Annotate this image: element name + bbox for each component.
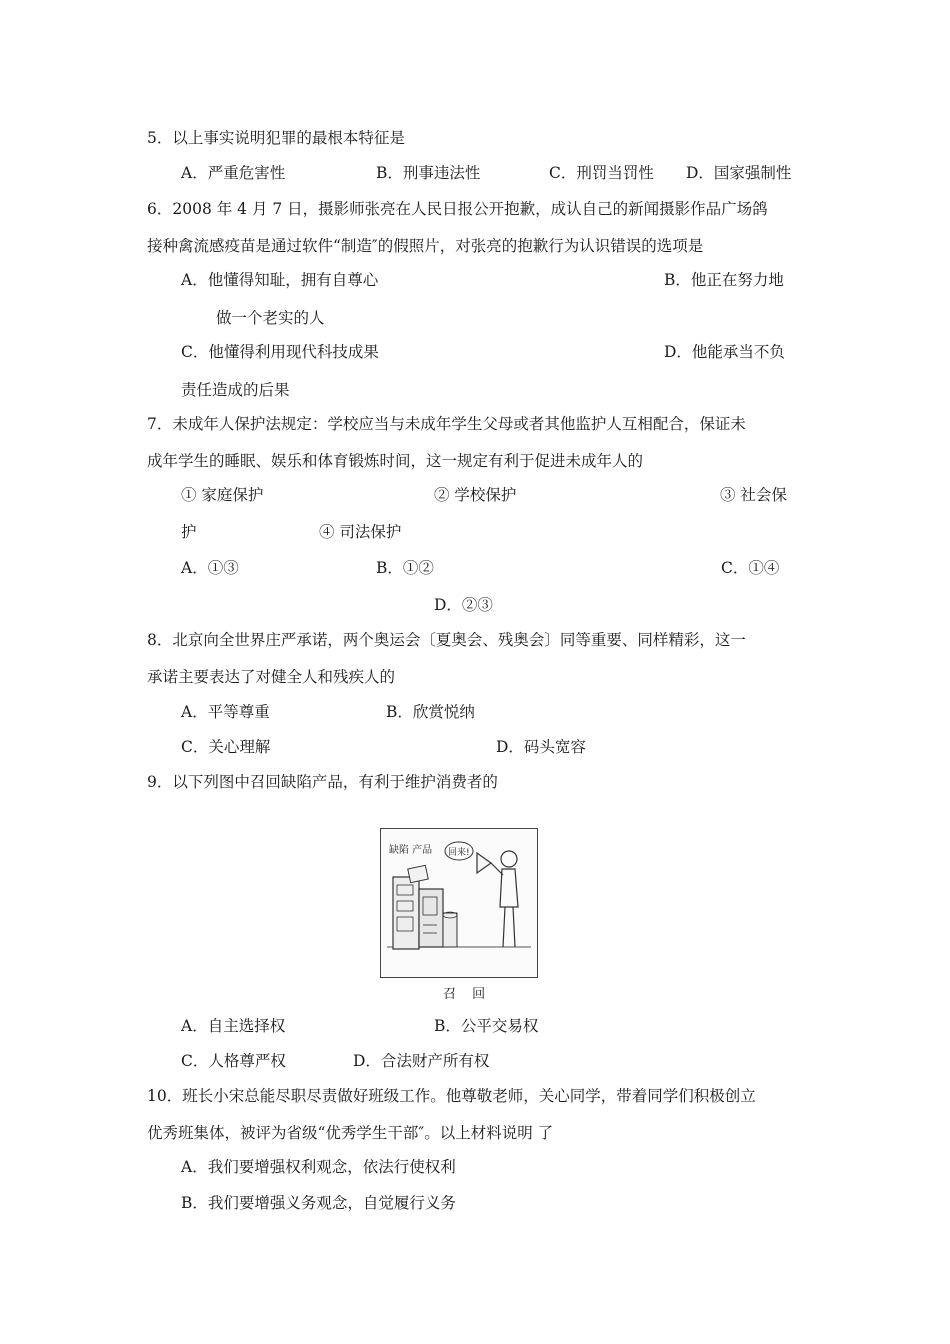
q7-option-d: D．②③ [434, 596, 493, 614]
q6-option-a: A．他懂得知耻，拥有自尊心 [181, 271, 379, 289]
q5-stem: 5．以上事实说明犯罪的最根本特征是 [147, 129, 405, 147]
q10-option-b: B．我们要增强义务观念，自觉履行义务 [181, 1194, 456, 1212]
q5-option-b: B．刑事违法性 [376, 164, 481, 182]
q6-option-d-continued: 责任造成的后果 [181, 381, 290, 399]
q8-option-a: A．平等尊重 [181, 703, 270, 721]
q7-option-a: A．①③ [181, 559, 239, 577]
q9-option-a: A．自主选择权 [181, 1017, 286, 1035]
q5-option-c: C．刑罚当罚性 [549, 164, 654, 182]
q7-item-4: ④ 司法保护 [319, 523, 402, 541]
q7-item-1: ① 家庭保护 [181, 486, 264, 504]
q7-option-b: B．①② [376, 559, 434, 577]
cartoon-bubble-text: 回来! [448, 848, 470, 858]
q5-option-a: A．严重危害性 [181, 164, 286, 182]
q6-option-d: D．他能承当不负 [664, 343, 785, 361]
q6-option-b-continued: 做一个老实的人 [216, 309, 325, 327]
q10-stem-line1: 10．班长小宋总能尽职尽责做好班级工作。他尊敬老师，关心同学，带着同学们积极创立 [147, 1087, 756, 1105]
q8-option-c: C．关心理解 [181, 738, 271, 756]
q9-stem: 9．以下列图中召回缺陷产品，有利于维护消费者的 [147, 773, 498, 791]
cartoon-sign-text: 缺陷 产品 [389, 845, 433, 856]
q6-stem-line1: 6．2008 年 4 月 7 日，摄影师张亮在人民日报公开抱歉，成认自己的新闻摄影作品广场鸽 [147, 200, 768, 218]
q8-stem-line1: 8．北京向全世界庄严承诺，两个奥运会〔夏奥会、残奥会〕同等重要、同样精彩，这一 [147, 631, 746, 649]
q10-stem-line2: 优秀班集体，被评为省级“优秀学生干部″。以上材料说明 了 [147, 1124, 554, 1142]
q7-stem-line1: 7．未成年人保护法规定：学校应当与未成年学生父母或者其他监护人互相配合，保证未 [147, 415, 746, 433]
figure-caption: 召 回 [443, 987, 492, 1002]
q5-option-d: D．国家强制性 [686, 164, 792, 182]
q9-option-c: C．人格尊严权 [181, 1052, 286, 1070]
q8-stem-line2: 承诺主要表达了对健全人和残疾人的 [147, 668, 396, 686]
q7-item-3: ③ 社会保 [720, 486, 787, 504]
q7-option-c: C．①④ [721, 559, 780, 577]
recall-cartoon [380, 828, 538, 978]
q7-stem-line2: 成年学生的睡眠、娱乐和体育锻炼时间，这一规定有利于促进未成年人的 [147, 452, 644, 470]
q7-item-2: ② 学校保护 [434, 486, 517, 504]
q8-option-d: D．码头宽容 [496, 738, 586, 756]
recall-cartoon-drawing [381, 829, 536, 976]
q9-option-b: B．公平交易权 [434, 1017, 539, 1035]
q6-option-b: B．他正在努力地 [664, 271, 784, 289]
q7-item-3-continued: 护 [181, 523, 197, 541]
q6-option-c: C．他懂得利用现代科技成果 [181, 343, 379, 361]
q10-option-a: A．我们要增强权利观念，依法行使权利 [181, 1158, 456, 1176]
q8-option-b: B．欣赏悦纳 [386, 703, 475, 721]
q9-option-d: D．合法财产所有权 [353, 1052, 490, 1070]
q6-stem-line2: 接种禽流感疫苗是通过软件“制造″的假照片，对张亮的抱歉行为认识错误的选项是 [147, 237, 704, 255]
